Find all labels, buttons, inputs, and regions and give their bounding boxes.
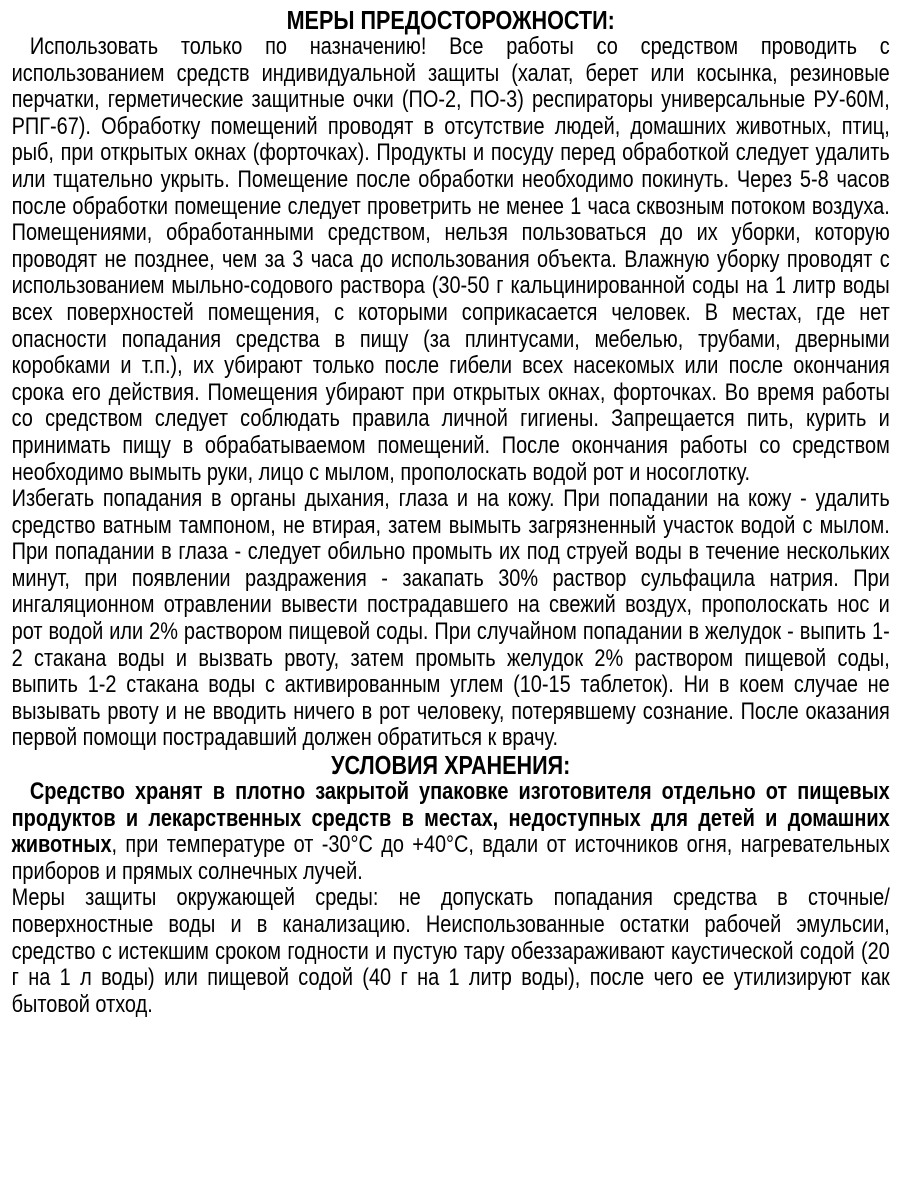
storage-heading: УСЛОВИЯ ХРАНЕНИЯ:: [331, 750, 571, 781]
precautions-heading: МЕРЫ ПРЕДОСТОРОЖНОСТИ:: [286, 5, 615, 35]
storage-paragraph: [12, 779, 890, 885]
storage-regular-text: , при температуре от -30°С до +40°С, вдали от источников огня, нагревательных приборов и прямых солнечных лучей.: [11, 831, 890, 885]
precautions-paragraph: Использовать только по назначению! Все работы со средством проводить с использованием средств индивидуальной защиты (халат, берет или косынка, резиновые перчатки, герметические защитные очки (ПО-2, ПО-3) респираторы универсальные РУ-60М, РПГ-67). Обработку помещений проводят в отсутствие людей, домашних животных, птиц, рыб, при открытых окнах (форточках). Продукты и посуду перед обработкой следует удалить или тщательно укрыть. Помещение после обработки необходимо покинуть. Через 5-8 часов после обработки помещение следует проветрить не менее 1 часа сквозным потоком воздуха. Помещениями, обработанными средством, нельзя пользоваться до их уборки, которую проводят не позднее, чем за 3 часа до использования объекта. Влажную уборку проводят с использованием мыльно-содового раствора (30-50 г кальцинированной соды на 1 литр воды всех поверхностей помещения, с которыми соприкасается человек. В местах, где нет опасности попадания средства в пищу (за плинтусами, мебелью, трубами, дверными коробками и т.п.), их убирают только после гибели всех насекомых или после окончания срока его действия. Помещения убирают при открытых окнах, форточках. Во время работы со средством следует соблюдать правила личной гигиены. Запрещается пить, курить и принимать пищу в обрабатываемом помещений. После окончания работы со средством необходимо вымыть руки, лицо с мылом, прополоскать водой рот и носоглотку.: [11, 33, 890, 486]
first-aid-paragraph: Избегать попадания в органы дыхания, глаза и на кожу. При попадании на кожу - удалить средство ватным тампоном, не втирая, затем вымыть загрязненный участок водой с мылом. При попадании в глаза - следует обильно промыть их под струей воды в течение нескольких минут, при появлении раздражения - закапать 30% раствор сульфацила натрия. При ингаляционном отравлении вывести пострадавшего на свежий воздух, прополоскать нос и рот водой или 2% раствором пищевой соды. При случайном попадании в желудок - выпить 1-2 стакана воды и вызвать рвоту, затем промыть желудок 2% раствором пищевой соды, выпить 1-2 стакана воды с активированным углем (10-15 таблеток). Ни в коем случае не вызывать рвоту и не вводить ничего в рот человеку, потерявшему сознание. После оказания первой помощи пострадавший должен обратиться к врачу.: [11, 485, 890, 752]
environment-paragraph: Меры защиты окружающей среды: не допускать попадания средства в сточные/поверхностные воды и в канализацию. Неиспользованные остатки рабочей эмульсии, средство с истекшим сроком годности и пустую тару обеззараживают каустической содой (20 г на 1 л воды) или пищевой содой (40 г на 1 литр воды), после чего ее утилизируют как бытовой отход.: [11, 884, 890, 1018]
storage-bold-text: Средство хранят в плотно закрытой упаковке изготовителя отдельно от пищевых продуктов и лекарственных средств в местах, недоступных для детей и домашних животных: [11, 778, 890, 859]
